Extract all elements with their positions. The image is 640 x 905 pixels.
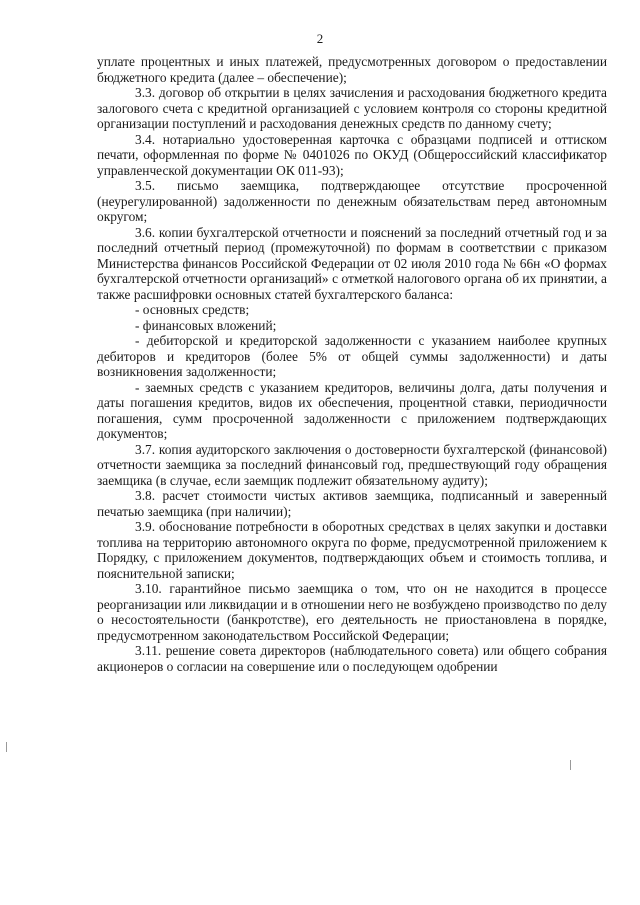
paragraph-3-4: 3.4. нотариально удостоверенная карточка с образцами подписей и оттиском печати, оформленная по форме № 0401026 по ОКУД (Общероссийский классификатор управленческой документации ОК 011-93); (97, 131, 607, 178)
page-number: 2 (316, 31, 324, 46)
list-item-fixed-assets: - основных средств; (135, 302, 250, 317)
paragraph-3-6: 3.6. копии бухгалтерской отчетности и пояснений за последний отчетный год и за последний отчетный период (промежуточной) по формам в соответствии с приказом Министерства финансов Российской Федерации от 02 июля 2010 года № 66н «О формах бухгалтерской отчетности организаций» с отметкой налогового органа об их принятии, а также расшифровки основных статей бухгалтерского баланса: (97, 224, 607, 302)
paragraph-3-10: 3.10. гарантийное письмо заемщика о том, что он не находится в процессе реорганизации или ликвидации и в отношении него не возбуждено производство по делу о несостоятельности (банкротстве), его деятельность не приостановлена в порядке, предусмотренном законодательством Российской Федерации; (97, 581, 607, 643)
list-item-receivables-payables: - дебиторской и кредиторской задолженности с указанием наиболее крупных дебиторов и кредиторов (более 5% от общей суммы задолженности) и даты возникновения задолженности; (97, 333, 607, 379)
paragraph-3-9: 3.9. обоснование потребности в оборотных средствах в целях закупки и доставки топлива на территорию автономного округа по форме, предусмотренной приложением к Порядку, с приложением документов, подтверждающих объем и стоимость топлива, и пояснительной записки; (97, 519, 607, 581)
scan-margin-mark-right (570, 760, 571, 770)
document-body (97, 54, 607, 674)
paragraph-3-5: 3.5. письмо заемщика, подтверждающее отсутствие просроченной (неурегулированной) задолженности по денежным обязательствам перед автономным округом; (97, 178, 607, 224)
paragraph-3-8: 3.8. расчет стоимости чистых активов заемщика, подписанный и заверенный печатью заемщика (при наличии); (97, 488, 607, 519)
paragraph-3-7: 3.7. копия аудиторского заключения о достоверности бухгалтерской (финансовой) отчетности заемщика за последний финансовый год, предшествующий году обращения заемщика (в случае, если заемщик подлежит обязательному аудиту); (97, 441, 607, 488)
list-item-financial-investments: - финансовых вложений; (135, 317, 277, 333)
list-item-borrowed-funds: - заемных средств с указанием кредиторов, величины долга, даты получения и даты погашения кредитов, видов их обеспечения, процентной ставки, периодичности погашения, сумм просроченной задолженности с приложением подтверждающих документов; (97, 379, 607, 441)
paragraph-3-11: 3.11. решение совета директоров (наблюдательного совета) или общего собрания акционеров о согласии на совершение или о последующем одобрении (97, 643, 607, 674)
paragraph-continuation: уплате процентных и иных платежей, предусмотренных договором о предоставлении бюджетного кредита (далее – обеспечение); (97, 54, 607, 85)
scan-margin-mark-left (6, 742, 7, 752)
paragraph-3-3: 3.3. договор об открытии в целях зачисления и расходования бюджетного кредита залогового счета с кредитной организацией с условием контроля со стороны кредитной организации поступлений и расходования денежных средств по данному счету; (97, 85, 607, 131)
